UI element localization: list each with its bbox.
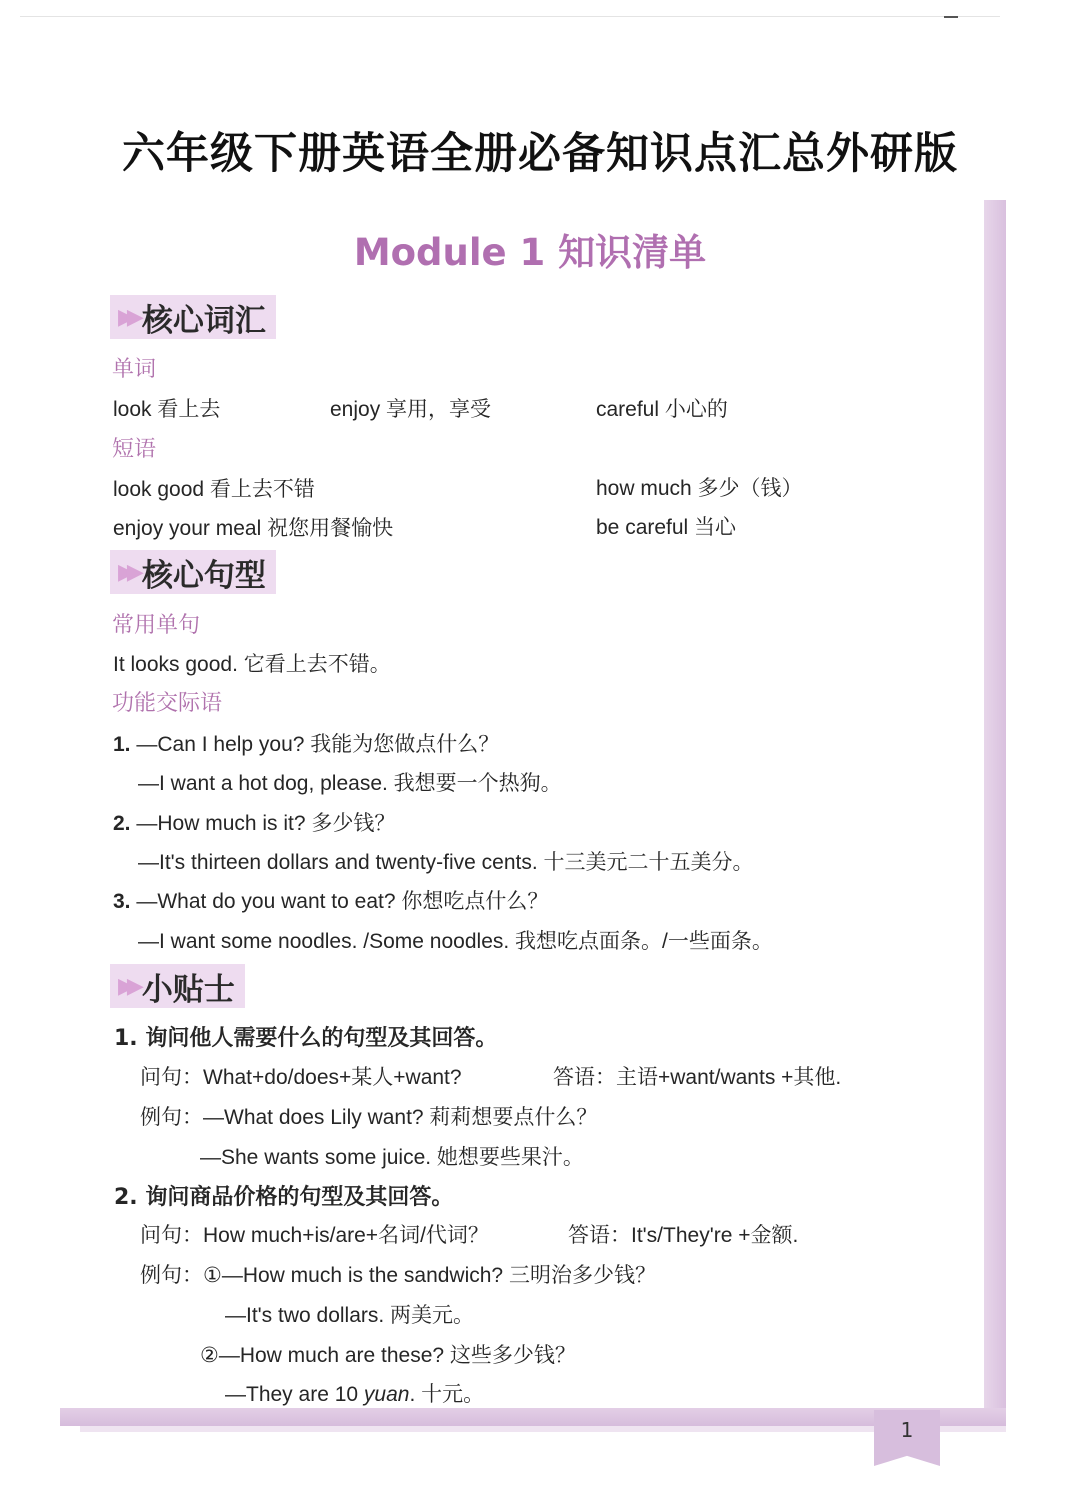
top-dash xyxy=(944,16,958,18)
page-frame-bottom-shadow xyxy=(80,1426,1006,1432)
word-item: look 看上去 xyxy=(113,398,221,421)
page-frame-bottom xyxy=(60,1408,1006,1426)
dialogue-number: 1. xyxy=(113,733,131,756)
tip-example-question: ②—How much are these? 这些多少钱？ xyxy=(200,1344,576,1367)
tip-example-question: 例句：—What does Lily want? 莉莉想要点什么？ xyxy=(140,1106,598,1129)
function-label: 功能交际语 xyxy=(112,691,223,716)
section-header-label: 核心词汇 xyxy=(141,302,266,339)
answer-text: —They are 10 xyxy=(225,1383,359,1406)
section-header-tips xyxy=(110,964,245,1008)
tip-question-pattern: 问句：What+do/does+某人+want? xyxy=(140,1066,462,1089)
dialogue-question-text: —How much is it? 多少钱？ xyxy=(136,812,396,835)
words-label: 单词 xyxy=(112,357,157,382)
tip-question-pattern: 问句：How much+is/are+名词/代词？ xyxy=(140,1224,489,1247)
single-sentence: It looks good. 它看上去不错。 xyxy=(113,653,391,676)
dialogue-question xyxy=(113,807,395,837)
phrase-item: how much 多少（钱） xyxy=(596,477,803,500)
single-sentence-label: 常用单句 xyxy=(112,613,201,638)
page-number: 1 xyxy=(900,1418,914,1442)
section-header-sentences xyxy=(110,550,276,594)
dialogue-answer: —I want a hot dog, please. 我想要一个热狗。 xyxy=(138,772,562,795)
dialogue-answer: —It's thirteen dollars and twenty-five cents. 十三美元二十五美分。 xyxy=(138,851,754,874)
section-header-vocab xyxy=(110,295,276,339)
double-arrow-icon: ▶▶ xyxy=(118,304,136,330)
tip-title: 2. 询问商品价格的句型及其回答。 xyxy=(114,1185,454,1210)
word-item: enjoy 享用，享受 xyxy=(330,398,492,421)
answer-italic-word: yuan xyxy=(363,1383,410,1406)
phrase-item: enjoy your meal 祝您用餐愉快 xyxy=(113,517,394,540)
phrase-item: be careful 当心 xyxy=(596,516,737,539)
tip-example-answer: —She wants some juice. 她想要些果汁。 xyxy=(200,1146,584,1169)
dialogue-question-text: —What do you want to eat? 你想吃点什么？ xyxy=(136,890,549,913)
top-rule xyxy=(20,16,1000,17)
dialogue-number: 3. xyxy=(113,890,131,913)
word-item: careful 小心的 xyxy=(596,398,728,421)
tip-answer-pattern: 答语：It's/They're +金额. xyxy=(568,1224,799,1247)
double-arrow-icon: ▶▶ xyxy=(118,559,136,585)
section-header-label: 小贴士 xyxy=(141,971,235,1008)
double-arrow-icon: ▶▶ xyxy=(118,973,136,999)
phrase-item: look good 看上去不错 xyxy=(113,478,315,501)
page-frame-right xyxy=(984,200,1006,1415)
dialogue-question-text: —Can I help you? 我能为您做点什么？ xyxy=(136,733,500,756)
tip-example-answer: —It's two dollars. 两美元。 xyxy=(225,1304,475,1327)
tip-title: 1. 询问他人需要什么的句型及其回答。 xyxy=(114,1026,498,1051)
dialogue-question xyxy=(113,885,548,915)
tip-example-question: 例句：①—How much is the sandwich? 三明治多少钱？ xyxy=(140,1264,656,1287)
module-title: Module 1 知识清单 xyxy=(353,231,707,274)
document-title: 六年级下册英语全册必备知识点汇总外研版 xyxy=(122,129,958,179)
dialogue-answer: —I want some noodles. /Some noodles. 我想吃点面条。/一些面条。 xyxy=(138,930,773,953)
dialogue-question xyxy=(113,728,499,758)
tip-example-answer xyxy=(225,1378,484,1408)
section-header-label: 核心句型 xyxy=(141,557,266,594)
phrases-label: 短语 xyxy=(112,437,157,462)
dialogue-number: 2. xyxy=(113,812,131,835)
answer-text-end: . 十元。 xyxy=(409,1383,485,1406)
tip-answer-pattern: 答语：主语+want/wants +其他. xyxy=(553,1066,842,1089)
